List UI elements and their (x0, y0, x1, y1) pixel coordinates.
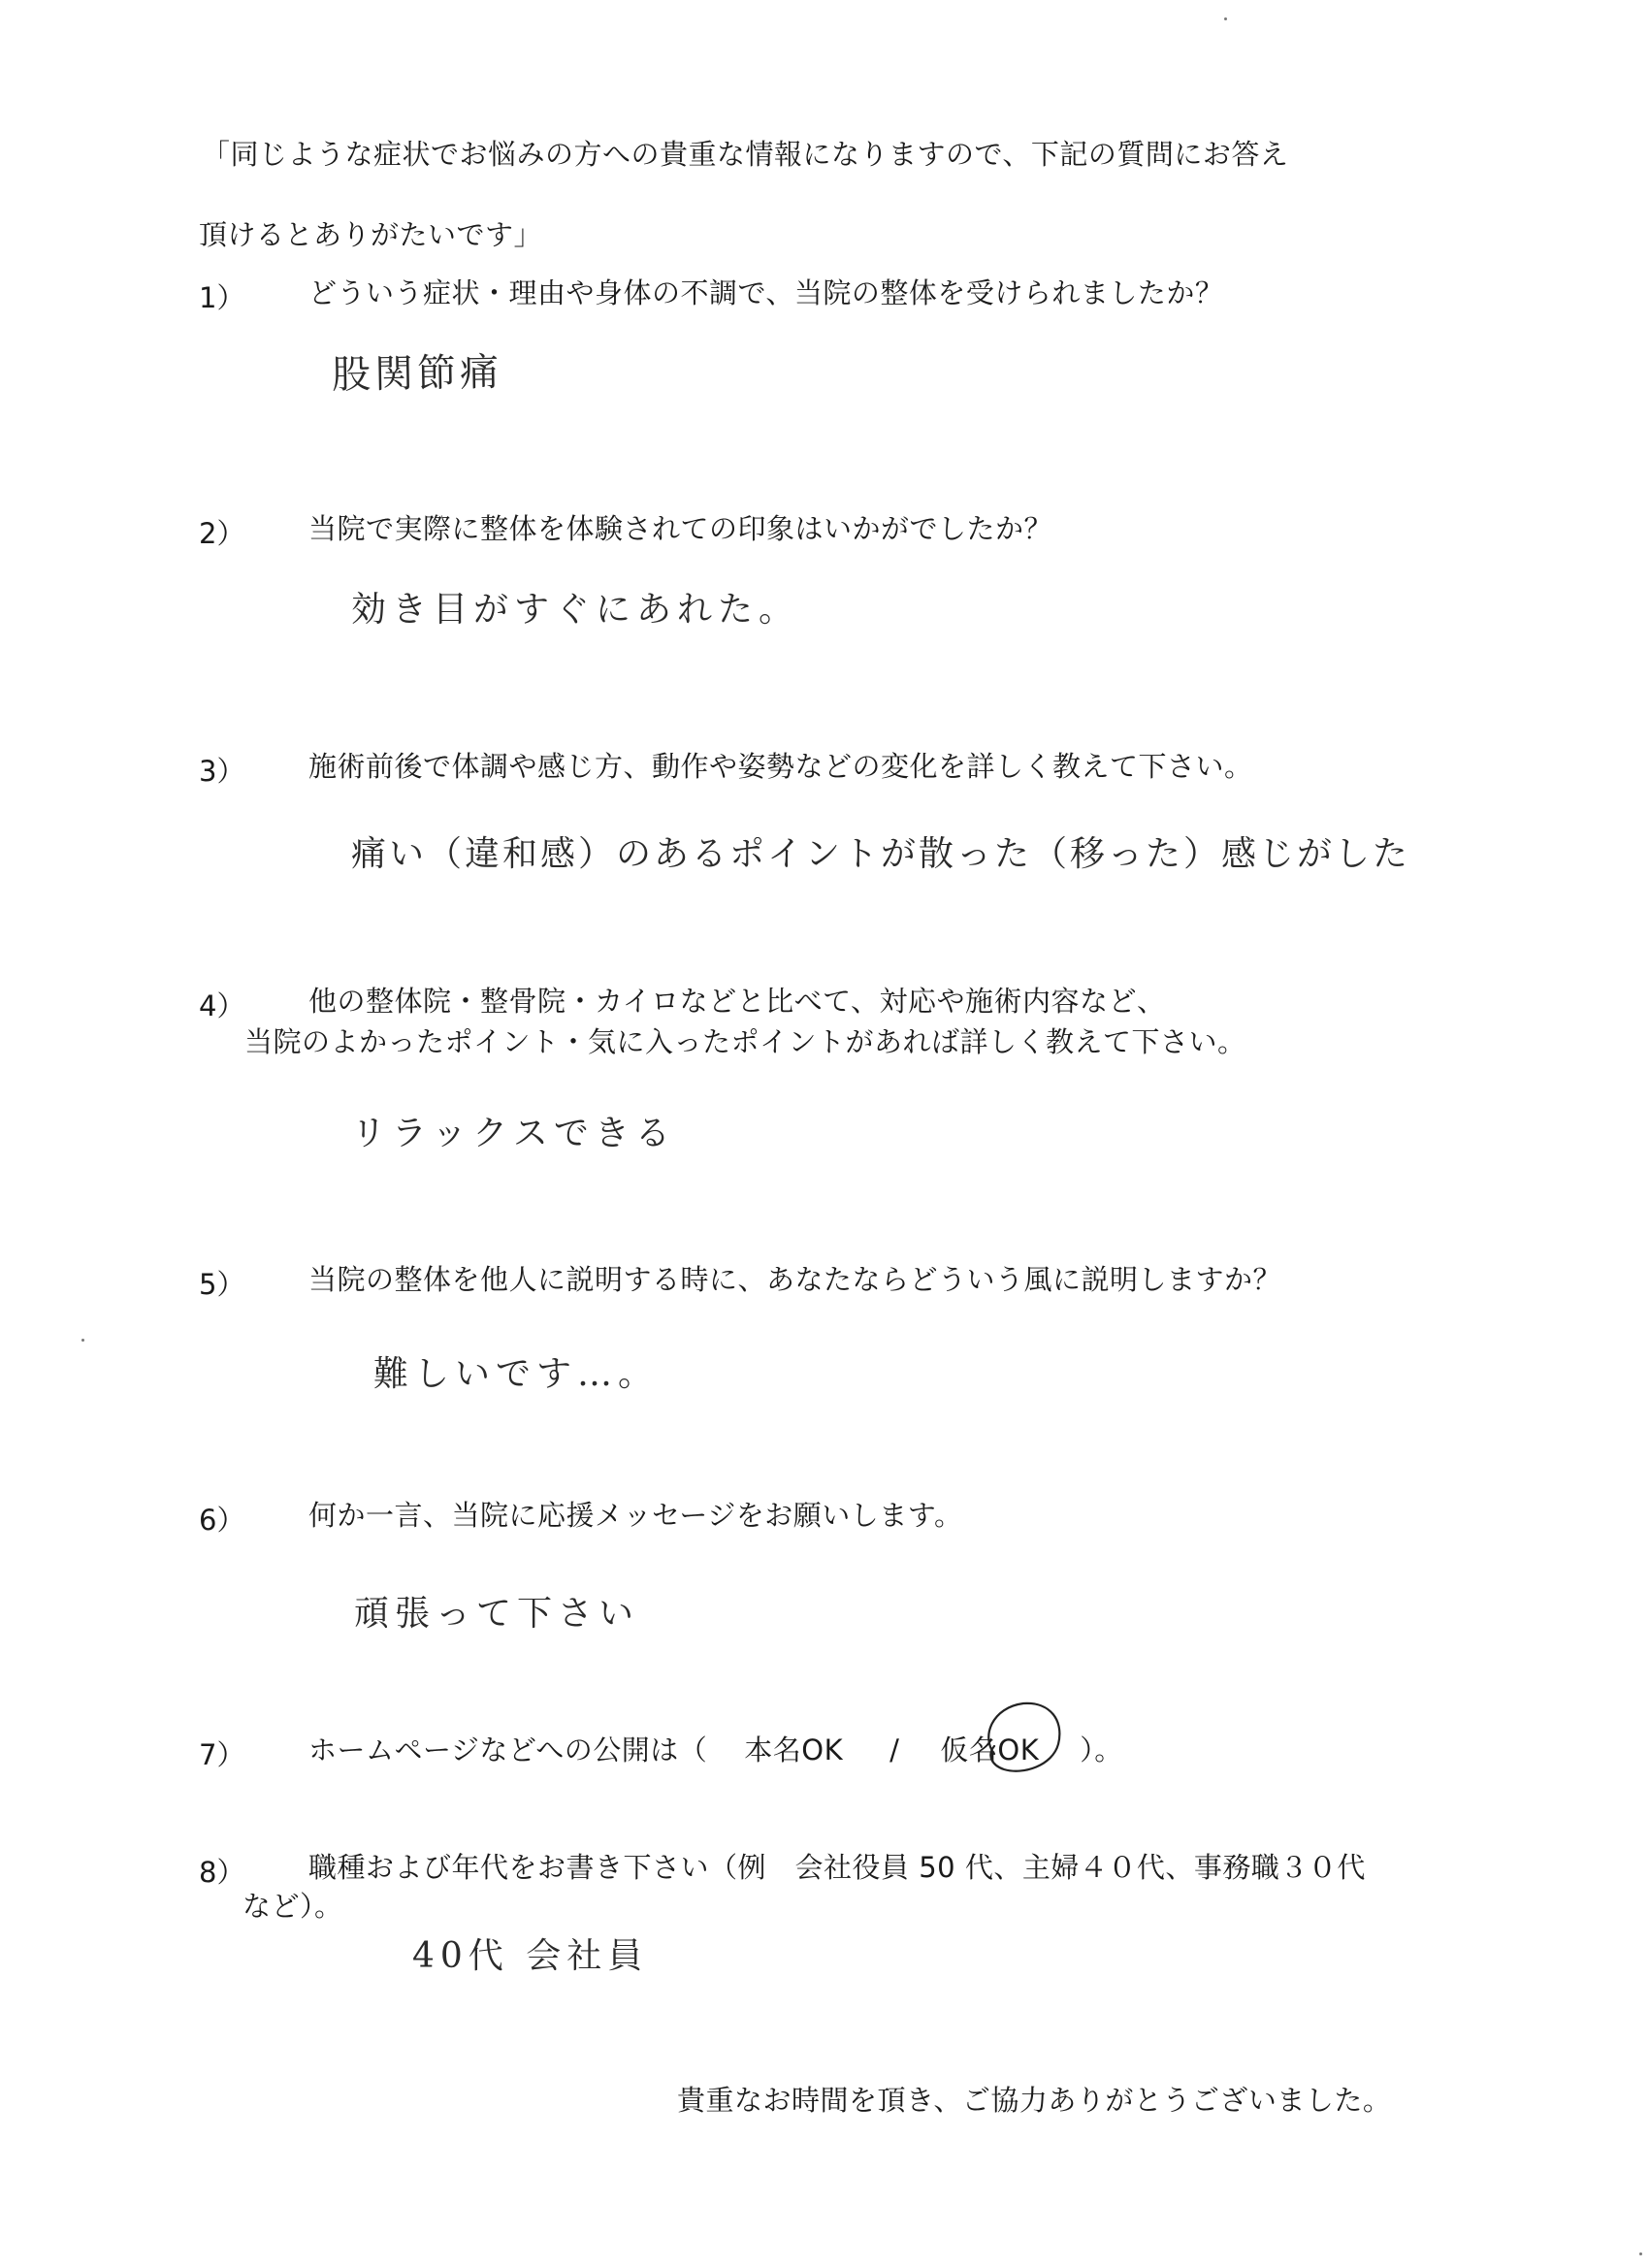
question-7-suffix: ）。 (1080, 1733, 1123, 1766)
selection-circle-mark (975, 1698, 1068, 1779)
answer-5-handwriting: 難しいです…。 (373, 1354, 660, 1394)
question-7-number: 7） (199, 1738, 245, 1771)
question-8-text-line-2: など）。 (242, 1890, 343, 1923)
closing-thanks: 貴重なお時間を頂き、ご協力ありがとうございました。 (677, 2084, 1392, 2117)
scan-speck (1224, 17, 1227, 20)
scan-speck (81, 1339, 84, 1342)
question-1-number: 1） (199, 281, 245, 314)
intro-line-2: 頂けるとありがたいです」 (199, 218, 543, 251)
option-pseudonym-ok: 仮名OK (940, 1733, 1040, 1766)
answer-3-handwriting: 痛い（違和感）のあるポイントが散った（移った）感じがした (351, 834, 1411, 874)
question-6-text: 何か一言、当院に応援メッセージをお願いします。 (308, 1499, 963, 1532)
question-5-number: 5） (199, 1268, 245, 1301)
question-4-text-line-2: 当院のよかったポイント・気に入ったポイントがあれば詳しく教えて下さい。 (244, 1025, 1246, 1058)
question-3-text: 施術前後で体調や感じ方、動作や姿勢などの変化を詳しく教えて下さい。 (308, 750, 1253, 783)
question-7-prefix: ホームページなどへの公開は（ (308, 1733, 708, 1766)
question-8-number: 8） (199, 1856, 245, 1889)
answer-8-handwriting: 40代 会社員 (412, 1936, 649, 1976)
question-5-text: 当院の整体を他人に説明する時に、あなたならどういう風に説明しますか？ (308, 1263, 1282, 1296)
answer-2-handwriting: 効き目がすぐにあれた。 (351, 590, 800, 630)
answer-4-handwriting: リラックスできる (351, 1114, 676, 1153)
answer-6-handwriting: 頑張って下さい (354, 1594, 640, 1634)
question-4-number: 4） (199, 989, 245, 1022)
option-real-name-ok: 本名OK (744, 1733, 844, 1766)
question-3-number: 3） (199, 755, 245, 788)
answer-1-handwriting: 股関節痛 (331, 349, 503, 398)
question-2-number: 2） (199, 517, 245, 550)
question-8-text-line-1: 職種および年代をお書き下さい（例 会社役員 50 代、主婦４０代、事務職３０代 (308, 1851, 1366, 1884)
question-1-text: どういう症状・理由や身体の不調で、当院の整体を受けられましたか？ (308, 276, 1224, 309)
question-6-number: 6） (199, 1504, 245, 1537)
scan-speck (1639, 2252, 1642, 2255)
option-separator: / (889, 1733, 900, 1766)
question-2-text: 当院で実際に整体を体験されての印象はいかがでしたか？ (308, 512, 1053, 545)
intro-line-1: 「同じような症状でお悩みの方への貴重な情報になりますので、下記の質問にお答え (202, 138, 1289, 171)
question-4-text-line-1: 他の整体院・整骨院・カイロなどと比べて、対応や施術内容など、 (308, 985, 1166, 1018)
